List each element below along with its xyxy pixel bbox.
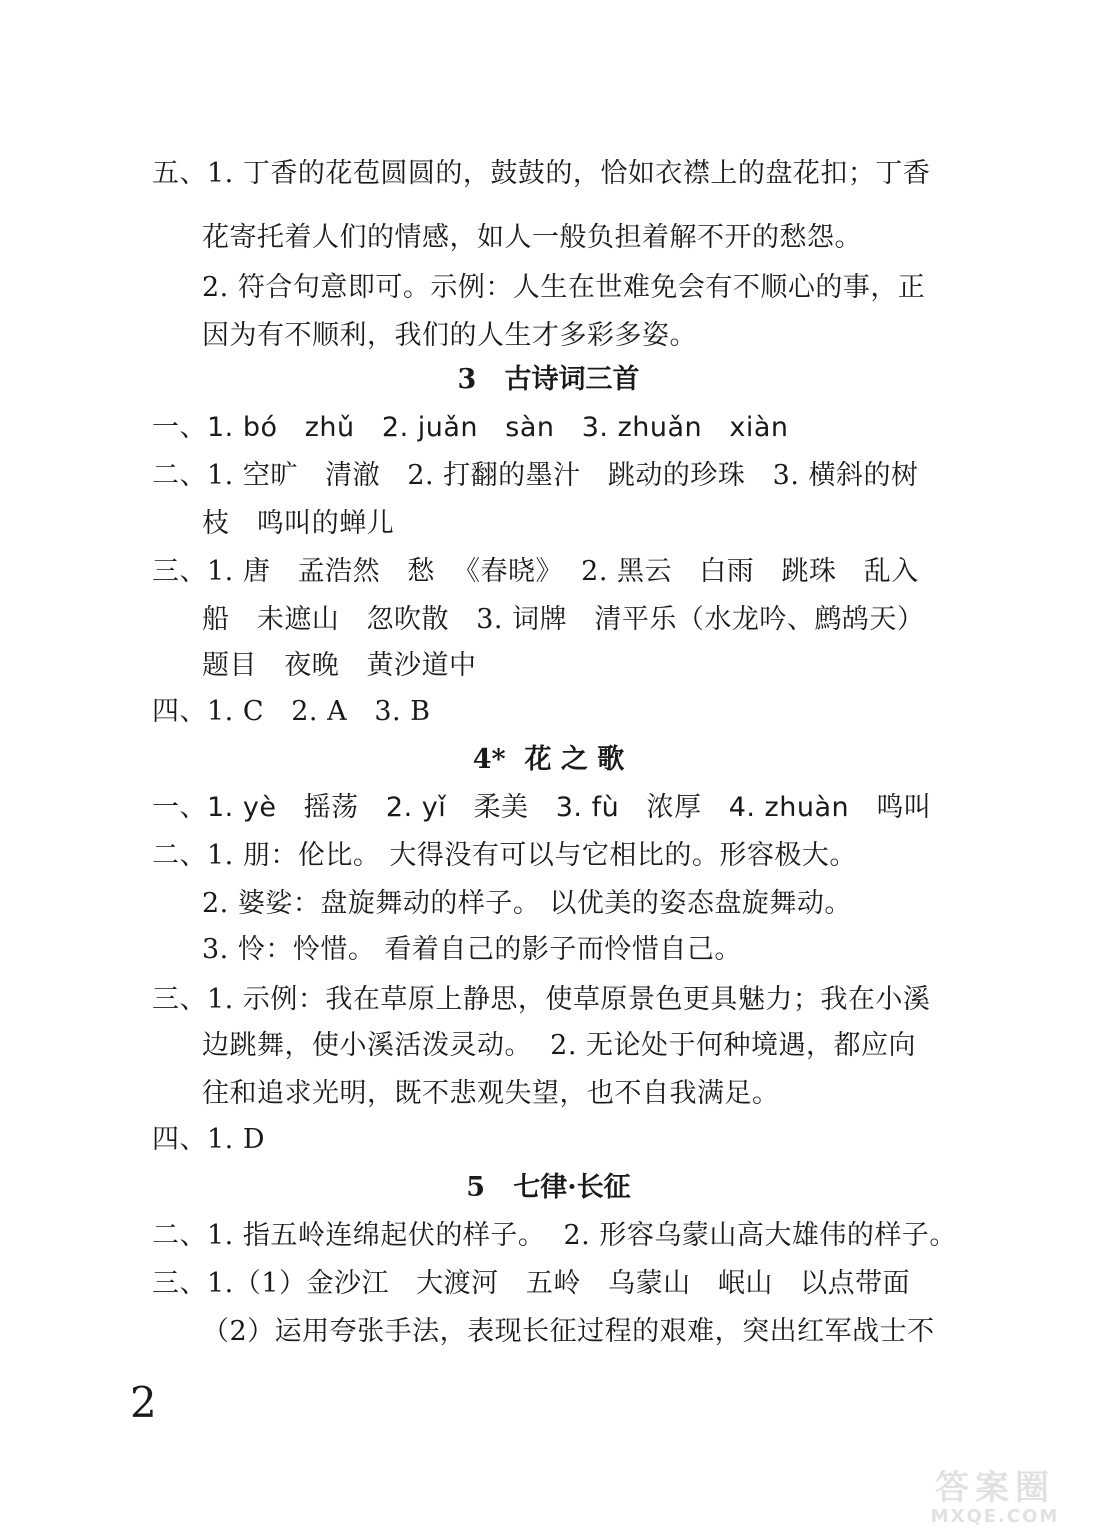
text-line: 花寄托着人们的情感，如人一般负担着解不开的愁怨。 [202, 222, 862, 253]
text-line: 四、1. D [152, 1124, 265, 1155]
watermark-bottom: MXQE.COM [930, 1506, 1060, 1527]
text-line: 二、1. 朋：伦比。 大得没有可以与它相比的。形容极大。 [152, 840, 857, 871]
text-line: 往和追求光明，既不悲观失望，也不自我满足。 [202, 1078, 780, 1109]
text-line: （2）运用夸张手法，表现长征过程的艰难，突出红军战士不 [202, 1316, 935, 1347]
text-line: 2. 符合句意即可。示例：人生在世难免会有不顺心的事，正 [202, 272, 926, 303]
page-number: 2 [130, 1378, 157, 1427]
text-line: 三、1. 示例：我在草原上静思，使草原景色更具魅力；我在小溪 [152, 984, 931, 1015]
text-line: 2. 婆娑：盘旋舞动的样子。 以优美的姿态盘旋舞动。 [202, 888, 852, 919]
lesson-3-title: 3 古诗词三首 [457, 364, 640, 395]
text-line: 三、1. 唐 孟浩然 愁 《春晓》 2. 黑云 白雨 跳珠 乱入 [152, 556, 919, 587]
text-line: 一、1. yè 摇荡 2. yǐ 柔美 3. fù 浓厚 4. zhuàn 鸣叫 [152, 792, 932, 823]
text-line: 枝 鸣叫的蝉儿 [202, 508, 395, 539]
text-line: 五、1. 丁香的花苞圆圆的，鼓鼓的，恰如衣襟上的盘花扣；丁香 [152, 158, 931, 189]
text-line: 一、1. bó zhǔ 2. juǎn sàn 3. zhuǎn xiàn [152, 412, 789, 443]
text-line: 边跳舞，使小溪活泼灵动。 2. 无论处于何种境遇，都应向 [202, 1030, 917, 1061]
text-line: 因为有不顺利，我们的人生才多彩多姿。 [202, 320, 697, 351]
text-line: 3. 怜：怜惜。 看着自己的影子而怜惜自己。 [202, 934, 742, 965]
watermark-logo [910, 1470, 1080, 1530]
lesson-5-title: 5 七律·长征 [466, 1172, 631, 1203]
text-line: 题目 夜晚 黄沙道中 [202, 650, 477, 681]
watermark-top: 答案圈 [935, 1468, 1055, 1508]
lesson-4-title: 4* 花 之 歌 [472, 744, 625, 775]
text-line: 船 未遮山 忽吹散 3. 词牌 清平乐（水龙吟、鹧鸪天） [202, 604, 925, 635]
text-line: 二、1. 指五岭连绵起伏的样子。 2. 形容乌蒙山高大雄伟的样子。 [152, 1220, 957, 1251]
text-line: 三、1.（1）金沙江 大渡河 五岭 乌蒙山 岷山 以点带面 [152, 1268, 911, 1299]
text-line: 二、1. 空旷 清澈 2. 打翻的墨汁 跳动的珍珠 3. 横斜的树 [152, 460, 919, 491]
text-line: 四、1. C 2. A 3. B [152, 696, 431, 727]
